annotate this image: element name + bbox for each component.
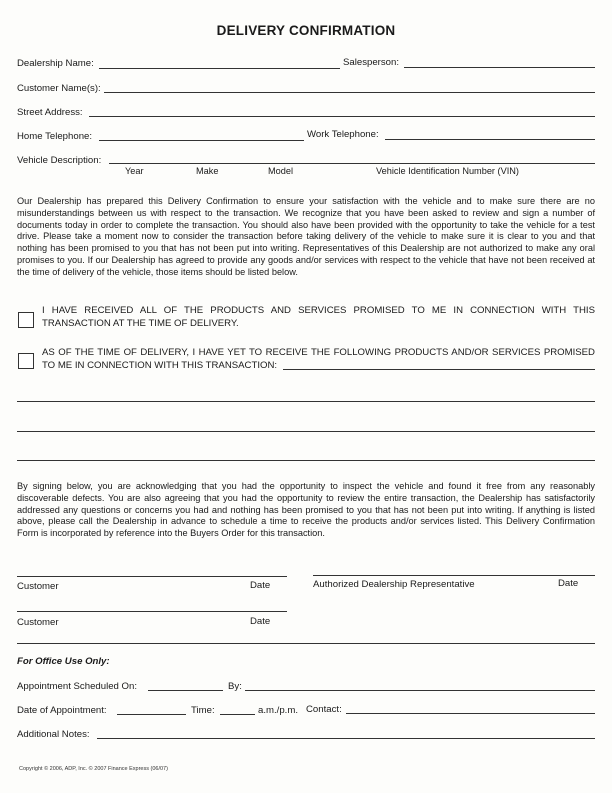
authorized-rep-label: Authorized Dealership Representative xyxy=(313,579,475,590)
dealer-date-label: Date xyxy=(558,578,579,589)
yet-to-receive-line-2[interactable] xyxy=(17,431,595,432)
date-of-appointment-label: Date of Appointment: xyxy=(17,705,107,716)
ampm-label: a.m./p.m. xyxy=(258,705,298,716)
customer-label-1: Customer xyxy=(17,581,59,592)
dealership-name-label: Dealership Name: xyxy=(17,58,94,69)
page-title: DELIVERY CONFIRMATION xyxy=(216,23,396,38)
home-telephone-label: Home Telephone: xyxy=(17,131,93,142)
model-caption: Model xyxy=(268,166,294,176)
additional-notes-field[interactable] xyxy=(97,738,595,739)
time-label: Time: xyxy=(191,705,215,716)
appointment-scheduled-label: Appointment Scheduled On: xyxy=(17,681,138,692)
make-caption: Make xyxy=(196,166,219,176)
work-telephone-field[interactable] xyxy=(385,139,595,140)
vin-caption: Vehicle Identification Number (VIN) xyxy=(376,166,519,176)
by-field[interactable] xyxy=(245,690,595,691)
additional-notes-label: Additional Notes: xyxy=(17,729,90,740)
customer-signature-line-1[interactable] xyxy=(17,576,287,577)
work-telephone-label: Work Telephone: xyxy=(307,129,379,140)
received-all-checkbox[interactable] xyxy=(18,312,34,328)
home-telephone-field[interactable] xyxy=(99,140,304,141)
year-caption: Year xyxy=(125,166,144,176)
copyright-footer: Copyright © 2006, ADP, Inc. © 2007 Finance Express (06/07) xyxy=(19,766,168,772)
yet-to-receive-text: AS OF THE TIME OF DELIVERY, I HAVE YET TO RECEIVE THE FOLLOWING PRODUCTS AND/OR SERVICES PROMISED TO ME IN CONNECTION WITH THIS TRANSACTION: xyxy=(42,347,595,371)
customer-label-2: Customer xyxy=(17,617,59,628)
street-address-field[interactable] xyxy=(89,116,595,117)
contact-label: Contact: xyxy=(306,704,342,715)
vehicle-description-field[interactable] xyxy=(109,163,595,164)
contact-field[interactable] xyxy=(346,713,595,714)
salesperson-field[interactable] xyxy=(404,67,595,68)
customer-names-field[interactable] xyxy=(104,92,595,93)
salesperson-label: Salesperson: xyxy=(343,57,399,68)
customer-date-label-2: Date xyxy=(250,616,271,627)
vehicle-description-label: Vehicle Description: xyxy=(17,155,102,166)
intro-paragraph: Our Dealership has prepared this Delivery Confirmation to ensure your satisfaction with the vehicle and to make sure there are no misunderstandings between us with respect to the transaction. We recognize that you have been asked to review and sign a number of documents today in order to complete the transaction. You should also have been provided with the opportunity to take the vehicle for a test drive. Please take a moment now to consider the transaction before taking delivery of the vehicle to make sure it is clear to you and that nothing has been promised to you that has not been put into writing. Representatives of this Dealership are not authorized to make any oral promises to you. If our Dealership has agreed to provide any goods and/or services with respect to the vehicle that have not been received at the time of delivery of the vehicle, those items should be listed below. xyxy=(17,196,595,277)
yet-to-receive-line-3[interactable] xyxy=(17,460,595,461)
customer-signature-line-2[interactable] xyxy=(17,611,287,612)
yet-to-receive-line-0[interactable] xyxy=(283,369,595,370)
received-all-text: I HAVE RECEIVED ALL OF THE PRODUCTS AND SERVICES PROMISED TO ME IN CONNECTION WITH THIS TRANSACTION AT THE TIME OF DELIVERY. xyxy=(42,305,595,329)
street-address-label: Street Address: xyxy=(17,107,83,118)
dealership-name-field[interactable] xyxy=(99,68,340,69)
by-label: By: xyxy=(228,681,242,692)
yet-to-receive-line-1[interactable] xyxy=(17,401,595,402)
yet-to-receive-checkbox[interactable] xyxy=(18,353,34,369)
signing-paragraph: By signing below, you are acknowledging that you had the opportunity to inspect the vehicle and found it free from any reasonably discoverable defects. You are also agreeing that you had the opportunity to review the entire transaction, the Dealership has satisfactorily addressed any questions or concerns you had and nothing has been promised to you that has not been put into writing. If anything is listed above, please call the Dealership in advance to schedule a time to receive the products and/or services listed. This Delivery Confirmation Form is incorporated by reference into the Buyers Order for this transaction. xyxy=(17,481,595,539)
office-separator xyxy=(17,643,595,644)
time-field[interactable] xyxy=(220,714,255,715)
customer-names-label: Customer Name(s): xyxy=(17,83,101,94)
dealer-signature-line[interactable] xyxy=(313,575,595,576)
date-of-appointment-field[interactable] xyxy=(117,714,186,715)
appointment-scheduled-field[interactable] xyxy=(148,690,223,691)
customer-date-label-1: Date xyxy=(250,580,271,591)
office-use-heading: For Office Use Only: xyxy=(17,656,110,667)
